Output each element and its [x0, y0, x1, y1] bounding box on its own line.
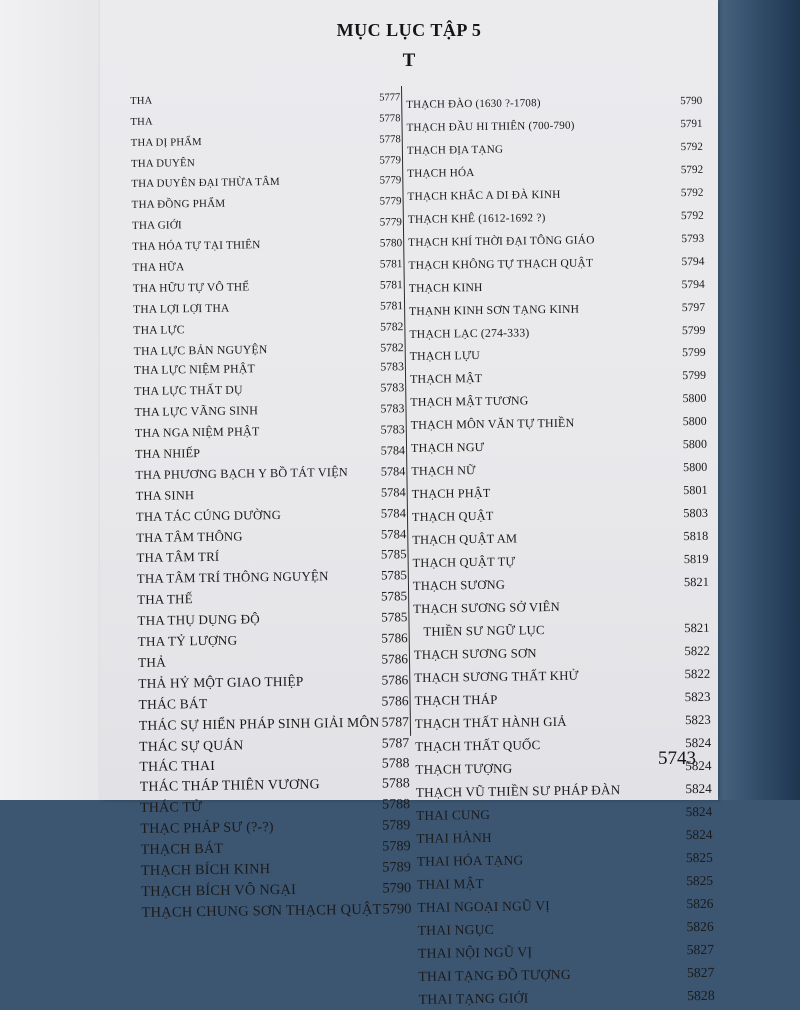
entry-term: THÁC BÁT — [138, 695, 208, 712]
entry-term: THẠCH PHẬT — [411, 485, 491, 501]
entry-page: 5794 — [681, 255, 705, 269]
entry-term: THA HỮA — [132, 261, 185, 274]
entry-term: THẠCH THÁP — [414, 692, 498, 708]
entry-term: THAI NGOẠI NGŨ VỊ — [417, 898, 551, 915]
entry-page: 5784 — [380, 464, 406, 479]
entry-page: 5790 — [680, 94, 703, 108]
entry-page: 5789 — [382, 817, 411, 834]
entry-page: 5821 — [683, 574, 709, 590]
entry-page: 5800 — [682, 413, 707, 429]
entry-page: 5803 — [683, 505, 709, 521]
entry-page: 5819 — [683, 551, 709, 567]
entry-term: THẠCH VŨ THIỀN SƯ PHÁP ĐÀN — [415, 782, 621, 800]
section-letter: T — [402, 50, 416, 71]
entry-page: 5800 — [682, 436, 708, 452]
entry-page: 5787 — [381, 713, 409, 730]
entry-term: THẠCH KINH — [408, 280, 483, 295]
entry-term: THA SINH — [135, 487, 195, 503]
entry-term: THẠCH KHÊ (1612-1692 ?) — [407, 212, 546, 226]
index-entry — [419, 983, 715, 1010]
entry-page: 5782 — [380, 340, 404, 355]
entry-page: 5826 — [686, 895, 714, 912]
entry-term: THAI MẬT — [416, 875, 484, 892]
entry-term: THA ĐỒNG PHẨM — [131, 198, 226, 212]
background-left — [0, 0, 110, 800]
entry-term: THẠCH SƯƠNG THẤT KHỬ — [414, 668, 579, 685]
entry-page: 5794 — [681, 277, 705, 292]
entry-term: THA THỤ DỤNG ĐỘ — [137, 611, 260, 629]
entry-term: THẠCH SƯƠNG SƠN — [413, 646, 537, 662]
entry-page: 5778 — [379, 132, 401, 146]
entry-page: 5779 — [379, 174, 402, 187]
entry-term: THA LỰC — [133, 322, 185, 337]
entry-term: THA NGA NIỆM PHẬT — [134, 424, 260, 441]
entry-page: 5825 — [686, 872, 714, 889]
entry-term: THẠCH ĐỊA TẠNG — [406, 143, 504, 157]
page-number: 5743 — [658, 748, 696, 769]
entry-page: 5785 — [380, 547, 407, 563]
entry-page: 5822 — [684, 643, 710, 659]
entry-page: 5786 — [381, 630, 408, 646]
background-right — [710, 0, 800, 800]
entry-term: THA — [130, 95, 153, 107]
entry-term: THAI NỘI NGŨ VỊ — [417, 944, 533, 961]
entry-term: THA — [130, 116, 153, 128]
entry-term: THA TÂM TRÍ THÔNG NGUYỆN — [136, 569, 329, 587]
entry-term: THẢ — [137, 654, 167, 670]
entry-page: 5799 — [681, 344, 706, 360]
entry-term: THẠCH CHUNG SƠN THẠCH QUẬT — [141, 901, 382, 921]
entry-page: 5824 — [685, 757, 712, 774]
entry-page: 5782 — [380, 319, 404, 334]
entry-page: 5778 — [379, 113, 401, 125]
entry-term: THAI CUNG — [416, 806, 491, 823]
entry-term: THẠC PHÁP SƯ (?-?) — [140, 819, 274, 837]
entry-term: THA TÂM THÔNG — [136, 529, 243, 545]
entry-page: 5793 — [681, 232, 705, 246]
entry-page: 5823 — [684, 689, 711, 705]
entry-page: 5823 — [684, 712, 711, 728]
entry-page: 5825 — [685, 849, 713, 866]
entry-term: THA LỰC VÃNG SINH — [134, 403, 259, 420]
entry-term: THẠCH MẬT TƯƠNG — [410, 393, 529, 409]
entry-page: 5783 — [380, 422, 405, 437]
entry-term: THÁC THÁP THIÊN VƯƠNG — [139, 777, 320, 796]
index-column-left — [130, 84, 412, 923]
entry-term: THẠNH KINH SƠN TẠNG KINH — [409, 302, 580, 318]
entry-page: 5824 — [685, 826, 713, 843]
entry-term: THA TÁC CÚNG DƯỜNG — [135, 507, 282, 524]
entry-page: 5781 — [379, 258, 403, 271]
entry-page: 5800 — [682, 390, 707, 406]
entry-term: THẠCH TƯỢNG — [415, 760, 513, 777]
entry-term: THẠCH KHÍ THỜI ĐẠI TÔNG GIÁO — [408, 234, 595, 249]
entry-page: 5779 — [379, 216, 402, 229]
entry-page: 5827 — [686, 964, 715, 981]
entry-term: THẠCH BÍCH VÔ NGẠI — [141, 881, 297, 900]
entry-page: 5784 — [380, 526, 407, 542]
entry-term: THẠCH MẬT — [409, 370, 483, 386]
entry-page: 5786 — [381, 692, 409, 709]
entry-page: 5787 — [381, 734, 410, 751]
entry-page: 5781 — [379, 300, 404, 313]
entry-term: THA NHIẾP — [135, 446, 201, 461]
entry-page: 5779 — [379, 153, 402, 167]
entry-term: THA DUYÊN ĐẠI THỪA TÂM — [131, 176, 280, 191]
entry-term: THAI NGỤC — [417, 921, 495, 938]
entry-page: 5780 — [379, 237, 403, 250]
entry-term: THẠCH KHÔNG TỰ THẠCH QUẬT — [408, 257, 594, 272]
entry-term: THẠCH QUẬT TỰ — [412, 554, 516, 570]
entry-term: THẠCH BÁT — [140, 840, 224, 858]
entry-page: 5799 — [681, 323, 706, 338]
entry-page: 5792 — [680, 209, 704, 223]
entry-term: THẠCH KHẮC A DI ĐÀ KINH — [407, 188, 561, 203]
entry-term: THÁC SỰ HIỂN PHÁP SINH GIẢI MÔN — [138, 714, 380, 733]
entry-term: THA HỮU TỰ VÔ THỂ — [132, 281, 250, 295]
entry-page: 5779 — [379, 195, 402, 208]
entry-page: 5792 — [680, 140, 703, 154]
entry-page: 5783 — [380, 401, 405, 416]
entry-term: THAI HÀNH — [416, 829, 492, 846]
entry-page: 5785 — [381, 609, 408, 625]
entry-term: THẠCH QUẬT AM — [412, 531, 518, 547]
entry-term: THẠCH THẤT QUỐC — [415, 737, 541, 754]
page-title: MỤC LỤC TẬP 5 — [336, 20, 482, 40]
entry-term: THA DUYÊN — [130, 156, 196, 170]
entry-page: 5786 — [381, 672, 409, 688]
entry-page: 5777 — [379, 92, 401, 104]
entry-page: 5824 — [685, 803, 713, 820]
entry-term: THẠCH SƯƠNG — [412, 577, 506, 593]
entry-term: THA HÓA TỰ TẠI THIÊN — [132, 239, 261, 254]
entry-term: THA TÂM TRÍ — [136, 550, 220, 566]
entry-page: 5800 — [683, 459, 708, 475]
entry-page: 5783 — [380, 359, 405, 375]
entry-term: THA THẾ — [137, 591, 193, 608]
entry-term: THAI HÓA TẠNG — [416, 852, 524, 869]
entry-term: THAI TẠNG GIỚI — [418, 990, 529, 1007]
entry-page: 5785 — [380, 568, 407, 583]
entry-term: THẠCH QUẬT — [411, 508, 494, 524]
entry-term: THÁC THAI — [139, 758, 216, 775]
entry-page: 5789 — [382, 838, 411, 855]
entry-term: THẠCH ĐẦU HI THIÊN (700-790) — [406, 119, 575, 134]
entry-page: 5788 — [381, 776, 410, 792]
entry-term: THẠCH ĐÀO (1630 ?-1708) — [406, 97, 541, 111]
entry-page: 5828 — [686, 987, 715, 1004]
entry-term: THIỀN SƯ NGỮ LỤC — [413, 623, 545, 639]
entry-term: THA DỊ PHẨM — [130, 135, 202, 149]
entry-page: 5818 — [683, 528, 709, 544]
entry-term: THẠCH MÔN VĂN TỰ THIỀN — [410, 415, 575, 432]
book-page — [100, 0, 718, 1007]
entry-term: THẠCH NỮ — [411, 463, 476, 478]
entry-term: THA PHƯƠNG BẠCH Y BỒ TÁT VIỆN — [135, 464, 349, 482]
entry-page: 5822 — [684, 666, 711, 682]
entry-page: 5783 — [380, 380, 405, 395]
entry-term: THẠCH HÓA — [407, 167, 475, 180]
entry-term: THA TỶ LƯỢNG — [137, 632, 238, 649]
entry-page: 5801 — [683, 482, 708, 498]
entry-page: 5785 — [381, 588, 408, 604]
entry-page: 5824 — [685, 734, 712, 751]
entry-term: THA LỰC NIỆM PHẬT — [133, 361, 256, 378]
entry-page: 5790 — [382, 879, 412, 897]
entry-page: 5788 — [381, 755, 410, 771]
entry-page: 5788 — [381, 797, 411, 813]
entry-page: 5786 — [381, 651, 409, 667]
entry-term: THẠCH THẤT HÀNH GIẢ — [414, 714, 567, 731]
entry-page: 5799 — [682, 367, 707, 383]
entry-page: 5791 — [680, 117, 703, 131]
entry-page: 5789 — [382, 858, 412, 876]
entry-page: 5827 — [686, 941, 715, 958]
entry-page: 5784 — [380, 485, 406, 500]
entry-term: THẠCH SƯƠNG SỞ VIÊN — [413, 599, 560, 616]
entry-term: THẠCH NGƯ — [410, 439, 485, 455]
entry-page: 5784 — [380, 443, 406, 458]
entry-term: THA LỰC THẤT DỤ — [134, 382, 243, 399]
index-entry — [141, 899, 411, 924]
entry-term: THẢ HỶ MỘT GIAO THIỆP — [138, 673, 304, 691]
entry-term: THAI TẠNG ĐỒ TƯỢNG — [418, 966, 571, 984]
entry-term: THÁC SỰ QUÁN — [139, 736, 244, 754]
index-column-right — [406, 86, 715, 1010]
entry-page: 5797 — [681, 300, 706, 315]
entry-page: 5824 — [685, 780, 712, 797]
entry-page: 5792 — [680, 186, 704, 200]
entry-page: 5821 — [684, 620, 710, 636]
entry-term: THA LỢI LỢI THA — [133, 302, 230, 316]
entry-page: 5826 — [686, 918, 714, 935]
entry-term: THÁC TỬ — [139, 800, 203, 817]
entry-page: 5792 — [680, 163, 704, 177]
entry-page: 5781 — [379, 279, 403, 292]
entry-term: THA GIỚI — [131, 219, 182, 233]
entry-term: THẠCH BÍCH KINH — [140, 860, 271, 879]
entry-term: THẠCH LỰU — [409, 347, 481, 363]
entry-page: 5784 — [380, 505, 407, 521]
entry-page: 5790 — [382, 900, 412, 918]
entry-term: THẠCH LẠC (274-333) — [409, 326, 530, 341]
entry-term: THA LỰC BẢN NGUYỆN — [133, 342, 268, 358]
